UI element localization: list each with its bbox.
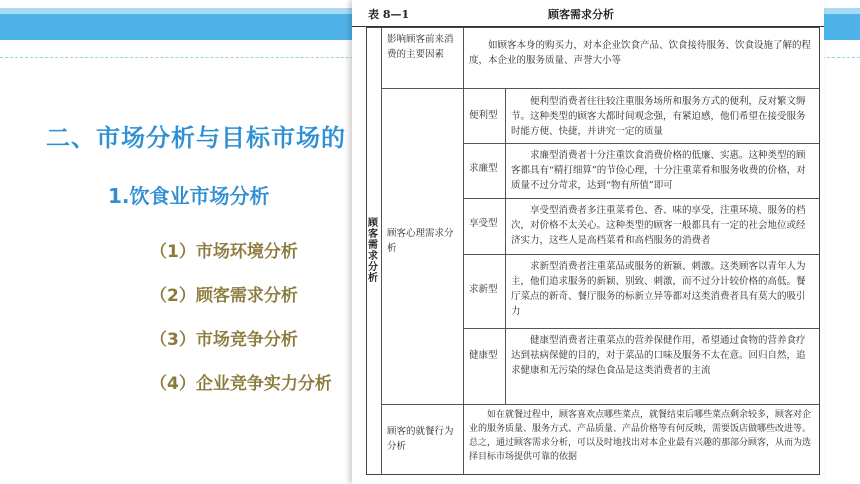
row-divider [463, 328, 819, 329]
table-number: 表 8—1 [368, 8, 410, 21]
col-divider-3 [463, 88, 464, 404]
col-divider-5 [463, 404, 464, 474]
row-divider [463, 254, 819, 255]
demand-table [366, 27, 820, 475]
item-market-environment: （1）市场环境分析 [150, 242, 298, 262]
col-divider-2 [463, 28, 464, 88]
row-divider [381, 88, 819, 89]
row3-label: 顾客的就餐行为分析 [387, 426, 454, 452]
table-caption [352, 0, 824, 27]
type-name-health: 健康型 [469, 350, 498, 361]
item-enterprise-strength: （4）企业竞争实力分析 [150, 374, 332, 394]
col-divider-1 [381, 28, 382, 474]
side-label: 顾客需求分析 [368, 218, 378, 284]
slide-subtitle: 1.饮食业市场分析 [108, 184, 270, 208]
type-name-convenience: 便利型 [469, 110, 498, 121]
header-band-right [824, 14, 860, 40]
type-text-health: 健康型消费者注重菜点的营养保健作用，希望通过食物的营养食疗达到祛病保健的目的，对于菜品的口味及服务不太在意。回归自然，追求健康和无污染的绿色食品是这类消费者的主流 [511, 335, 806, 376]
type-text-economy: 求廉型消费者十分注重饮食消费价格的低廉、实惠。这种类型的顾客都具有“精打细算”的节俭心理，十分注重菜肴和服务收费的价格，对质量不过分苛求，达到“物有所值”即可 [511, 150, 806, 191]
type-text-convenience: 便利型消费者往往较注重服务场所和服务方式的便利，反对繁文缛节。这种类型的顾客大都时间观念强，有紧迫感，他们希望在接受服务时能方便、快捷，并讲究一定的质量 [511, 96, 806, 137]
type-name-economy: 求廉型 [469, 163, 498, 174]
item-market-competition: （3）市场竞争分析 [150, 330, 298, 350]
col-divider-4 [505, 88, 506, 404]
type-name-novelty: 求新型 [469, 284, 498, 295]
slide-title: 二、市场分析与目标市场的 [46, 124, 346, 152]
row-divider [463, 198, 819, 199]
table-title: 顾客需求分析 [548, 8, 614, 21]
row2-label: 顾客心理需求分析 [387, 228, 454, 254]
item-customer-demand: （2）顾客需求分析 [150, 286, 298, 306]
document-image-panel [352, 0, 824, 484]
row-divider [463, 143, 819, 144]
type-text-enjoyment: 享受型消费者多注重菜肴色、香、味的享受，注重环境、服务的档次，对价格不太关心。这种类型的顾客一般都具有一定的社会地位或经济实力，这些人是高档菜肴和高档服务的消费者 [511, 205, 806, 246]
row1-label: 影响顾客前来消费的主要因素 [387, 34, 454, 60]
row-divider [381, 404, 819, 405]
row3-text: 如在就餐过程中，顾客喜欢点哪些菜点，就餐结束后哪些菜点剩余较多，顾客对企业的服务质量、服务方式、产品质量、产品价格等有何反映，需要饭店做哪些改进等。总之，通过顾客需求分析，可以及时地找出对本企业最有兴趣的那部分顾客，从而为选择目标市场提供可靠的依据 [469, 410, 812, 462]
type-text-novelty: 求新型消费者注重菜品或服务的新颖、刺激。这类顾客以青年人为主，他们追求服务的新颖、别致、刺激，而不过分计较价格的高低。餐厅菜点的新奇、餐厅服务的标新立异等都对这类消费者具有莫大的吸引力 [511, 261, 806, 317]
type-name-enjoyment: 享受型 [469, 218, 498, 229]
row1-text: 如顾客本身的购买力，对本企业饮食产品、饮食接待服务、饮食设施了解的程度，本企业的服务质量、声誉大小等 [469, 40, 812, 66]
